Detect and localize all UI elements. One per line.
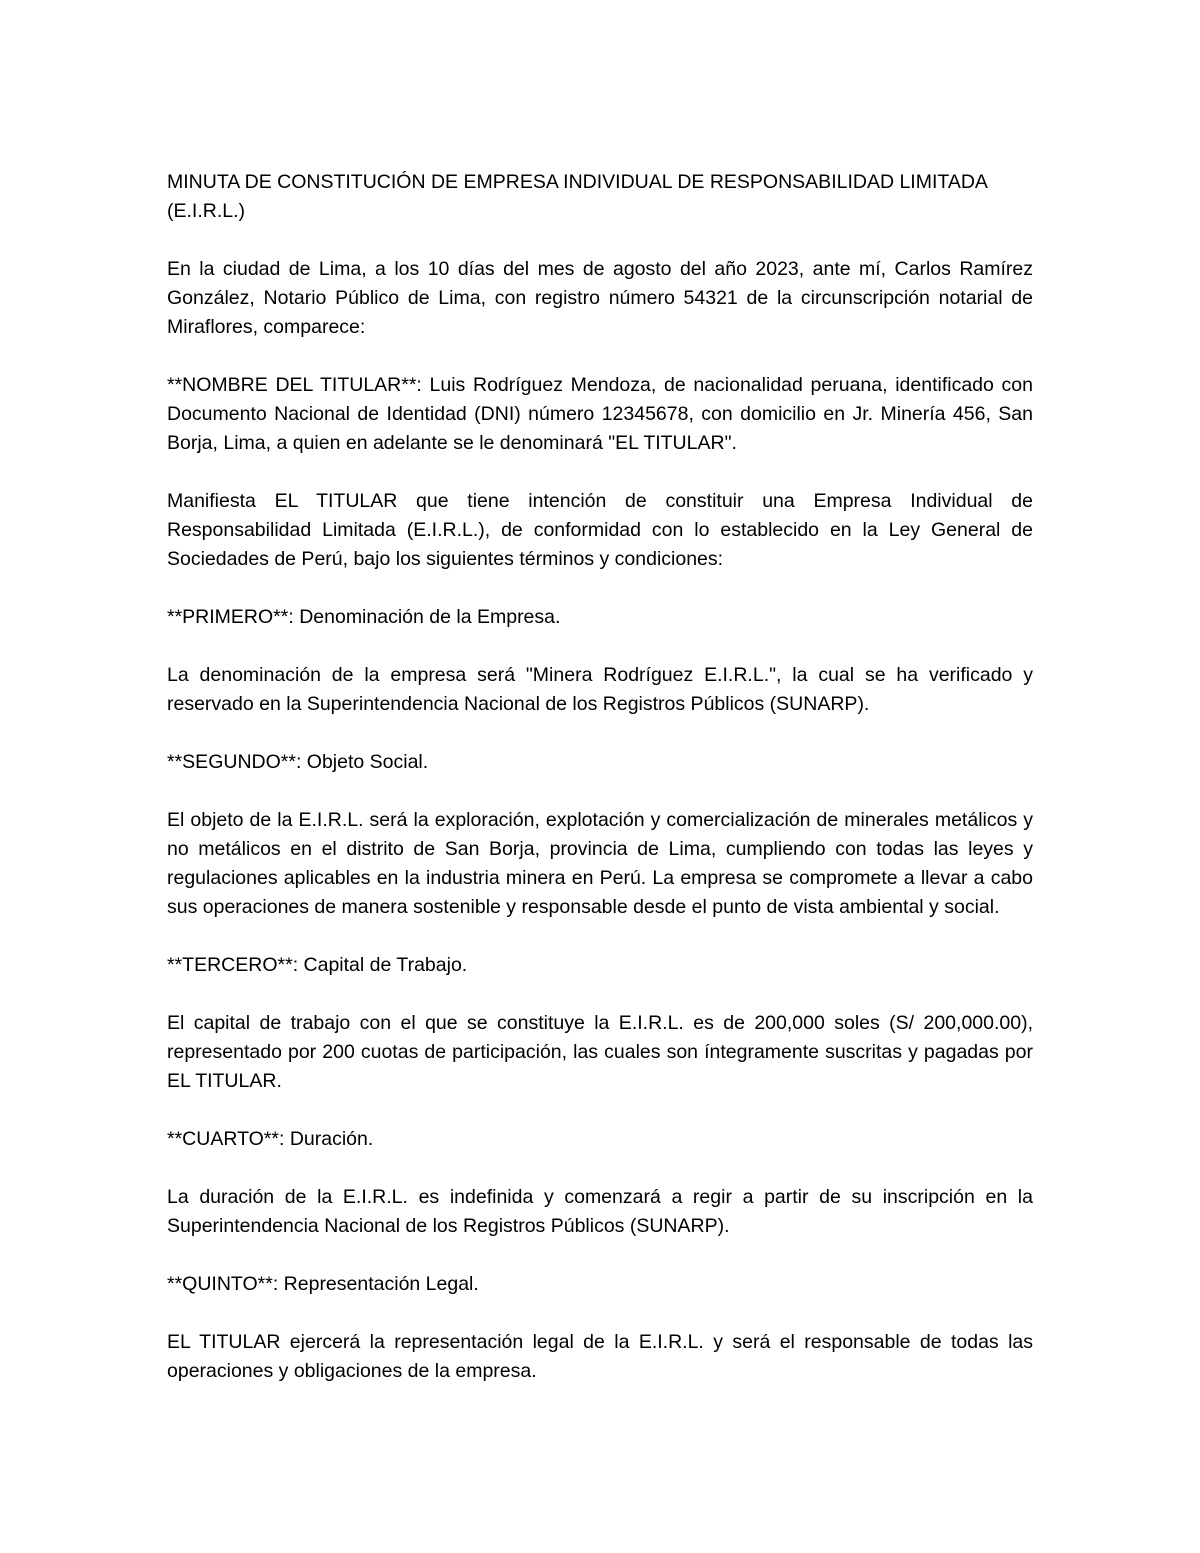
clause-heading-segundo: **SEGUNDO**: Objeto Social. [167,751,429,773]
manifiesta-paragraph: Manifiesta EL TITULAR que tiene intención de constituir una Empresa Individual de Responsabilidad Limitada (E.I.R.L.), de conformidad con lo establecido en la Ley General de Sociedades de Perú, bajo los siguientes términos y condiciones: [167,490,1033,570]
clause-heading-primero: **PRIMERO**: Denominación de la Empresa. [167,606,561,628]
document-title: MINUTA DE CONSTITUCIÓN DE EMPRESA INDIVIDUAL DE RESPONSABILIDAD LIMITADA (E.I.R.L.) [167,171,987,222]
clause-body-cuarto: La duración de la E.I.R.L. es indefinida y comenzará a regir a partir de su inscripción en la Superintendencia Nacional de los Registros Públicos (SUNARP). [167,1186,1033,1237]
clause-body-tercero: El capital de trabajo con el que se constituye la E.I.R.L. es de 200,000 soles (S/ 200,000.00), representado por 200 cuotas de participación, las cuales son íntegramente suscritas y pagadas por EL TITULAR. [167,1012,1033,1092]
document-page [167,168,1033,1386]
intro-paragraph: En la ciudad de Lima, a los 10 días del mes de agosto del año 2023, ante mí, Carlos Ramírez González, Notario Público de Lima, con registro número 54321 de la circunscripción notarial de Miraflores, comparece: [167,258,1033,338]
titular-paragraph: **NOMBRE DEL TITULAR**: Luis Rodríguez Mendoza, de nacionalidad peruana, identificado con Documento Nacional de Identidad (DNI) número 12345678, con domicilio en Jr. Minería 456, San Borja, Lima, a quien en adelante se le denominará "EL TITULAR". [167,374,1033,454]
clause-body-quinto: EL TITULAR ejercerá la representación legal de la E.I.R.L. y será el responsable de todas las operaciones y obligaciones de la empresa. [167,1331,1033,1382]
clause-body-segundo: El objeto de la E.I.R.L. será la exploración, explotación y comercialización de minerales metálicos y no metálicos en el distrito de San Borja, provincia de Lima, cumpliendo con todas las leyes y regulaciones aplicables en la industria minera en Perú. La empresa se compromete a llevar a cabo sus operaciones de manera sostenible y responsable desde el punto de vista ambiental y social. [167,809,1033,918]
clause-heading-cuarto: **CUARTO**: Duración. [167,1128,374,1150]
clause-heading-quinto: **QUINTO**: Representación Legal. [167,1273,479,1295]
clause-heading-tercero: **TERCERO**: Capital de Trabajo. [167,954,468,976]
clause-body-primero: La denominación de la empresa será "Minera Rodríguez E.I.R.L.", la cual se ha verificado y reservado en la Superintendencia Nacional de los Registros Públicos (SUNARP). [167,664,1033,715]
